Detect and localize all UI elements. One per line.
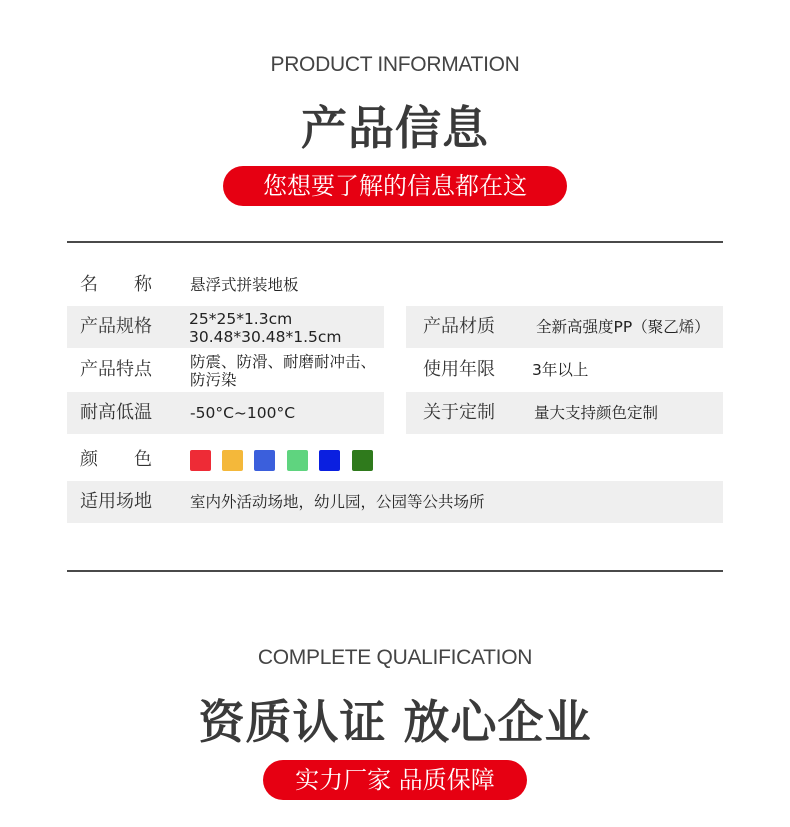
spec-label-size: 产品规格 [80,316,152,337]
tagline-pill: 您想要了解的信息都在这 [223,166,567,206]
spec-value-usage: 室内外活动场地，幼儿园，公园等公共场所 [190,493,485,511]
spec-row-lifespan [406,349,723,391]
spec-label-colors: 颜 色 [80,449,152,470]
spec-label-name: 名 称 [80,274,152,295]
qualification-title: 资质认证 放心企业 [198,695,592,749]
spec-label-features: 产品特点 [80,359,152,380]
section-subtitle-en: PRODUCT INFORMATION [270,53,520,76]
divider-top [67,241,723,243]
divider-bottom [67,570,723,572]
spec-label-material: 产品材质 [423,316,495,337]
color-swatch-deep-blue [319,450,340,471]
color-swatch-blue [254,450,275,471]
page-title: 产品信息 [301,101,489,155]
spec-value-features-line1: 防震、防滑、耐磨耐冲击、 [190,353,377,371]
spec-label-usage: 适用场地 [80,491,152,512]
qualification-subtitle-en: COMPLETE QUALIFICATION [257,646,533,669]
spec-row-name [67,264,723,306]
spec-value-features [190,353,376,389]
spec-row-features [67,349,384,391]
color-swatch-red [190,450,211,471]
spec-value-size-line1: 25*25*1.3cm [189,310,293,328]
color-swatch-light-green [287,450,308,471]
spec-row-custom [406,392,723,434]
spec-value-temperature: -50°C~100°C [190,404,296,422]
color-swatch-dark-green [352,450,373,471]
spec-row-size [67,306,384,348]
spec-value-name: 悬浮式拼装地板 [190,276,299,294]
spec-label-lifespan: 使用年限 [423,359,495,380]
spec-row-temperature [67,392,384,434]
spec-value-size-line2: 30.48*30.48*1.5cm [189,328,342,346]
spec-label-custom: 关于定制 [423,402,495,423]
spec-value-features-line2: 防污染 [190,371,237,389]
spec-row-material [406,306,723,348]
spec-label-temperature: 耐高低温 [80,402,152,423]
qualification-pill: 实力厂家 品质保障 [263,760,527,800]
spec-value-custom: 量大支持颜色定制 [534,404,659,422]
spec-row-usage [67,481,723,523]
color-swatch-yellow [222,450,243,471]
spec-value-lifespan: 3年以上 [532,361,589,379]
spec-value-material: 全新高强度PP（聚乙烯） [536,318,710,336]
spec-value-size [189,310,342,346]
